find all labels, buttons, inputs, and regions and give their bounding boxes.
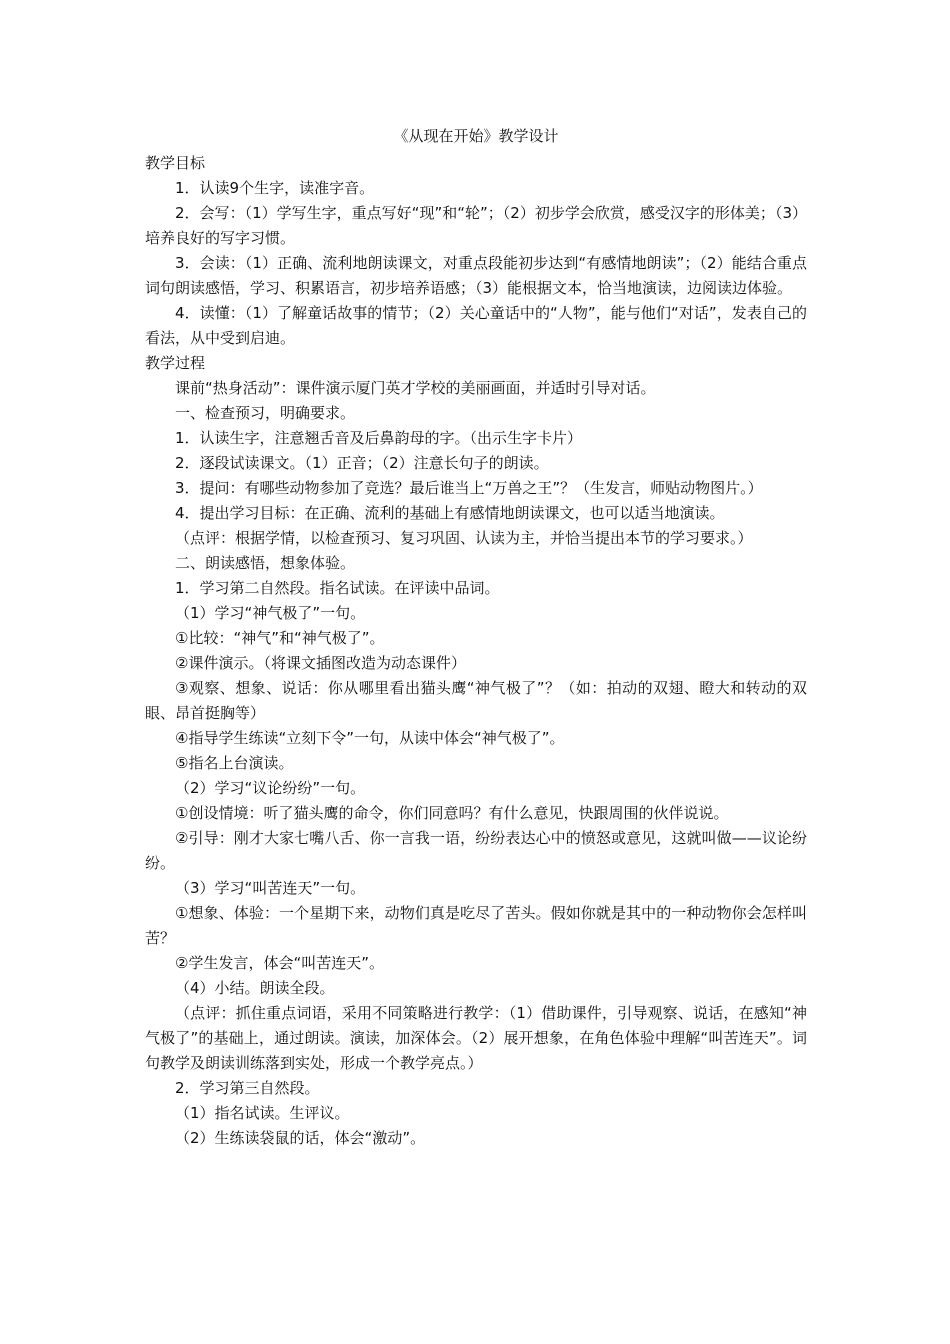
process-paragraph: ②课件演示。（将课文插图改造为动态课件） <box>175 654 466 672</box>
process-paragraph: ②学生发言，体会“叫苦连天”。 <box>175 954 384 972</box>
process-paragraph: 4．提出学习目标：在正确、流利的基础上有感情地朗读课文，也可以适当地演读。 <box>175 504 725 522</box>
process-paragraph: （2）生练读袋鼠的话，体会“激动”。 <box>175 1129 426 1147</box>
section-heading-process: 教学过程 <box>145 354 206 372</box>
section-heading-goals: 教学目标 <box>145 154 206 172</box>
process-paragraph: ②引导：刚才大家七嘴八舌、你一言我一语，纷纷表达心中的愤怒或意见，这就叫做——议论纷纷。 <box>145 829 807 872</box>
document-title: 《从现在开始》教学设计 <box>393 127 559 145</box>
process-paragraph: （1）指名试读。生评议。 <box>175 1104 350 1122</box>
goal-paragraph: 2．会写：（1）学写生字，重点写好“现”和“轮”；（2）初步学会欣赏，感受汉字的形体美；（3）培养良好的写字习惯。 <box>145 204 807 247</box>
process-paragraph: 1．认读生字，注意翘舌音及后鼻韵母的字。（出示生字卡片） <box>175 429 583 447</box>
process-paragraph: 2．逐段试读课文。（1）正音；（2）注意长句子的朗读。 <box>175 454 549 472</box>
goal-paragraph: 1．认读9个生字，读准字音。 <box>175 179 375 197</box>
process-paragraph: 1．学习第二自然段。指名试读。在评读中品词。 <box>175 579 500 597</box>
process-paragraph: ①比较：“神气”和“神气极了”。 <box>175 629 385 647</box>
process-paragraph: 3．提问：有哪些动物参加了竞选？最后谁当上“万兽之王”？（生发言，师贴动物图片。） <box>175 479 763 497</box>
process-paragraph: ③观察、想象、说话：你从哪里看出猫头鹰“神气极了”？（如：拍动的双翅、瞪大和转动的双眼、昂首挺胸等） <box>145 679 807 722</box>
goal-paragraph: 3．会读：（1）正确、流利地朗读课文，对重点段能初步达到“有感情地朗读”；（2）能结合重点词句朗读感悟，学习、积累语言，初步培养语感；（3）能根据文本，恰当地演读，边阅读边体验。 <box>145 254 807 297</box>
process-paragraph: ①想象、体验：一个星期下来，动物们真是吃尽了苦头。假如你就是其中的一种动物你会怎样叫苦？ <box>145 904 807 947</box>
process-paragraph: （点评：根据学情，以检查预习、复习巩固、认读为主，并恰当提出本节的学习要求。） <box>175 529 753 547</box>
process-paragraph: ①创设情境：听了猫头鹰的命令，你们同意吗？有什么意见，快跟周围的伙伴说说。 <box>175 804 729 822</box>
process-paragraph: （3）学习“叫苦连天”一句。 <box>175 879 366 897</box>
process-paragraph: （点评：抓住重点词语，采用不同策略进行教学：（1）借助课件，引导观察、说话，在感知“神气极了”的基础上，通过朗读。演读，加深体会。（2）展开想象，在角色体验中理解“叫苦连天”。词句教学及朗读训练落到实处，形成一个教学亮点。） <box>145 1004 807 1072</box>
process-paragraph: 2．学习第三自然段。 <box>175 1079 320 1097</box>
process-paragraph: 二、朗读感悟，想象体验。 <box>175 554 356 572</box>
process-paragraph: 一、检查预习，明确要求。 <box>175 404 356 422</box>
goal-paragraph: 4．读懂：（1）了解童话故事的情节；（2）关心童话中的“人物”，能与他们“对话”，发表自己的看法，从中受到启迪。 <box>145 304 807 347</box>
process-paragraph: ④指导学生练读“立刻下令”一句，从读中体会“神气极了”。 <box>175 729 565 747</box>
process-paragraph: 课前“热身活动”：课件演示厦门英才学校的美丽画面，并适时引导对话。 <box>175 379 656 397</box>
process-paragraph: （1）学习“神气极了”一句。 <box>175 604 366 622</box>
process-paragraph: ⑤指名上台演读。 <box>175 754 294 772</box>
process-paragraph: （4）小结。朗读全段。 <box>175 979 335 997</box>
process-paragraph: （2）学习“议论纷纷”一句。 <box>175 779 366 797</box>
document-page <box>145 124 807 1151</box>
